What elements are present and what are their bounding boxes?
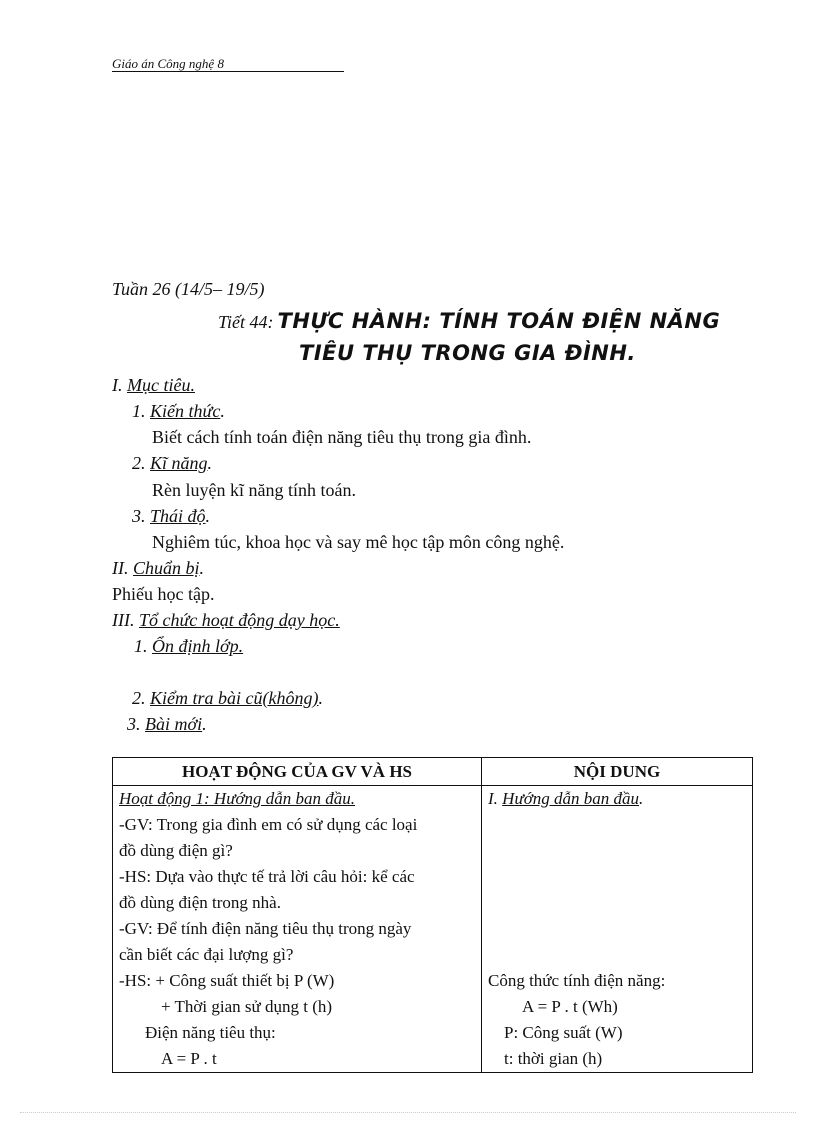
table-row xyxy=(113,786,753,1073)
activity-line: -GV: Trong gia đình em có sử dụng các loại xyxy=(119,815,418,834)
content-spacer xyxy=(488,812,746,968)
activity-line: Điện năng tiêu thụ: xyxy=(145,1023,276,1042)
section-1-1-number: 1. xyxy=(132,401,146,421)
content-cell xyxy=(482,786,753,1073)
section-2-number: II. xyxy=(112,558,129,578)
activity-line: đồ dùng điện trong nhà. xyxy=(119,893,281,912)
section-1-3-heading: 3. Thái độ. xyxy=(132,506,211,526)
formula-line: t: thời gian (h) xyxy=(504,1049,603,1068)
section-1-2-text: Rèn luyện kĩ năng tính toán. xyxy=(152,480,356,500)
content-heading-title: Hướng dẫn ban đầu xyxy=(502,789,640,808)
col-activity-header: HOẠT ĐỘNG CỦA GV VÀ HS xyxy=(113,758,482,786)
activity-line: -GV: Để tính điện năng tiêu thụ trong ngày xyxy=(119,919,412,938)
activity-cell xyxy=(113,786,482,1073)
section-3-heading xyxy=(112,610,340,631)
section-1-2-number: 2. xyxy=(132,453,146,473)
formula-line: Công thức tính điện năng: xyxy=(488,971,666,990)
section-3-1-title: Ổn định lớp. xyxy=(152,636,244,656)
section-1-3-number: 3. xyxy=(132,506,146,526)
content-heading: I. Hướng dẫn ban đầu. xyxy=(488,789,644,808)
section-3-1-number: 1. xyxy=(134,636,148,656)
activity-line: -HS: Dựa vào thực tế trả lời câu hỏi: kể các xyxy=(119,867,415,886)
formula-line: A = P . t (Wh) xyxy=(522,997,618,1016)
activity-line: -HS: + Công suất thiết bị P (W) xyxy=(119,971,335,990)
section-2-title: Chuẩn bị xyxy=(133,558,200,578)
activity-line: A = P . t xyxy=(161,1049,217,1068)
page-header: Giáo án Công nghệ 8 xyxy=(112,56,224,71)
section-1-1-text: Biết cách tính toán điện năng tiêu thụ trong gia đình. xyxy=(152,427,532,447)
section-3-title: Tổ chức hoạt động dạy học. xyxy=(138,610,340,630)
section-3-number: III. xyxy=(112,610,135,630)
content-heading-number: I. xyxy=(488,789,498,808)
week-label: Tuần 26 (14/5– 19/5) xyxy=(112,279,265,299)
header-divider xyxy=(112,71,344,72)
lesson-title-text-1: THỰC HÀNH: TÍNH TOÁN ĐIỆN NĂNG xyxy=(277,309,721,333)
section-3-3-heading: 3. Bài mới. xyxy=(127,714,207,734)
section-1-1-title: Kiến thức xyxy=(150,401,221,421)
section-3-2-title: Kiểm tra bài cũ(không) xyxy=(150,688,319,708)
section-1-2-heading: 2. Kĩ năng. xyxy=(132,453,213,473)
activity-line: cần biết các đại lượng gì? xyxy=(119,945,294,964)
section-1-1-heading: 1. Kiến thức. xyxy=(132,401,225,421)
table-header-row xyxy=(113,758,753,786)
section-1-title: Mục tiêu. xyxy=(127,375,195,395)
section-3-2-heading: 2. Kiểm tra bài cũ(không). xyxy=(132,688,323,708)
section-3-3-title: Bài mới xyxy=(145,714,203,734)
section-2-text: Phiếu học tập. xyxy=(112,584,215,604)
section-2-heading: II. Chuẩn bị. xyxy=(112,558,205,578)
section-1-3-title: Thái độ xyxy=(150,506,206,526)
formula-line: P: Công suất (W) xyxy=(504,1023,623,1042)
section-3-1-heading xyxy=(134,636,243,657)
lesson-title-line1 xyxy=(218,309,720,333)
activity-line: đồ dùng điện gì? xyxy=(119,841,233,860)
col-content-header: NỘI DUNG xyxy=(482,758,753,786)
activity-heading: Hoạt động 1: Hướng dẫn ban đầu. xyxy=(119,789,356,808)
page-bottom-border xyxy=(20,1112,796,1113)
section-1-heading xyxy=(112,375,195,396)
section-1-2-title: Kĩ năng xyxy=(150,453,208,473)
lesson-label: Tiết 44: xyxy=(218,312,274,332)
lesson-activity-table xyxy=(112,757,753,1073)
activity-line: + Thời gian sử dụng t (h) xyxy=(161,997,333,1016)
section-1-3-text: Nghiêm túc, khoa học và say mê học tập môn công nghệ. xyxy=(152,532,565,552)
section-3-2-number: 2. xyxy=(132,688,146,708)
section-3-3-number: 3. xyxy=(127,714,141,734)
section-1-number: I. xyxy=(112,375,123,395)
lesson-title-line2: TIÊU THỤ TRONG GIA ĐÌNH. xyxy=(299,341,636,365)
